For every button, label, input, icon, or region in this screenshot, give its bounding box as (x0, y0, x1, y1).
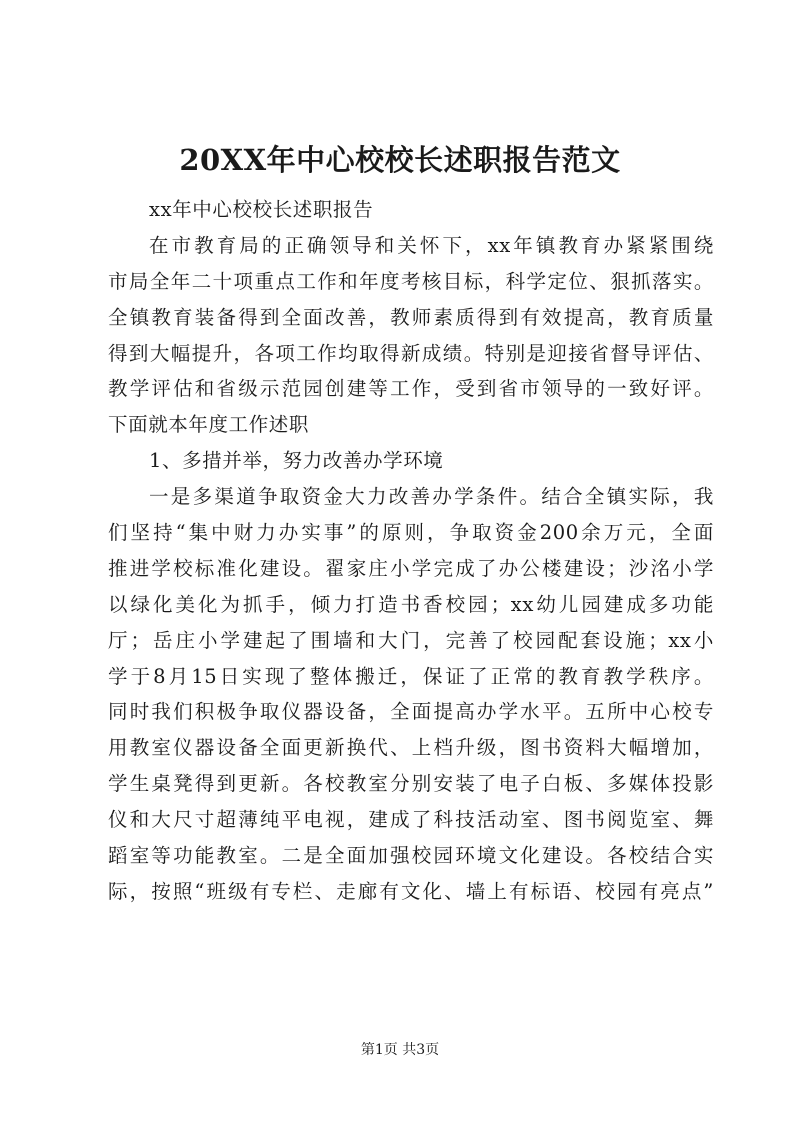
report-subtitle-line: xx年中心校校长述职报告 (149, 198, 374, 221)
paragraph-line: 全镇教育装备得到全面改善，教师素质得到有效提高，教育质量 (108, 305, 714, 329)
paragraph-line: 用教室仪器设备全面更新换代、上档升级，图书资料大幅增加， (108, 736, 714, 760)
paragraph-line: 学于8月15日实现了整体搬迁，保证了正常的教育教学秩序。 (108, 664, 714, 688)
paragraph-line: 在市教育局的正确领导和关怀下，xx年镇教育办紧紧围绕 (149, 233, 714, 257)
paragraph-line: 教学评估和省级示范园创建等工作，受到省市领导的一致好评。 (108, 377, 714, 401)
paragraph-line: 蹈室等功能教室。二是全面加强校园环境文化建设。各校结合实 (108, 844, 714, 868)
paragraph-line: 以绿化美化为抓手，倾力打造书香校园；xx幼儿园建成多功能 (108, 592, 714, 616)
paragraph-line: 得到大幅提升，各项工作均取得新成绩。特别是迎接省督导评估、 (108, 341, 714, 365)
paragraph-line: 仪和大尺寸超薄纯平电视，建成了科技活动室、图书阅览室、舞 (108, 808, 714, 832)
paragraph-line: 学生桌凳得到更新。各校教室分别安装了电子白板、多媒体投影 (108, 772, 714, 796)
paragraph-line: 下面就本年度工作述职 (108, 413, 310, 437)
paragraph-line: 同时我们积极争取仪器设备，全面提高办学水平。五所中心校专 (108, 700, 714, 724)
paragraph-line: 一是多渠道争取资金大力改善办学条件。结合全镇实际，我 (149, 485, 714, 509)
document-body (108, 192, 714, 910)
page-footer: 第1页 共3页 (360, 1042, 440, 1058)
paragraph-line: 们坚持“集中财力办实事”的原则，争取资金200余万元，全面 (108, 521, 714, 545)
paragraph-line: 际，按照“班级有专栏、走廊有文化、墙上有标语、校园有亮点” (108, 879, 714, 903)
paragraph-line: 市局全年二十项重点工作和年度考核目标，科学定位、狠抓落实。 (108, 269, 714, 293)
paragraph-line: 推进学校标准化建设。翟家庄小学完成了办公楼建设；沙洺小学 (108, 556, 714, 580)
document-title: 20XX年中心校校长述职报告范文 (179, 143, 621, 177)
section-heading-line: 1、多措并举，努力改善办学环境 (149, 449, 444, 473)
paragraph-line: 厅；岳庄小学建起了围墙和大门，完善了校园配套设施；xx小 (108, 628, 714, 652)
